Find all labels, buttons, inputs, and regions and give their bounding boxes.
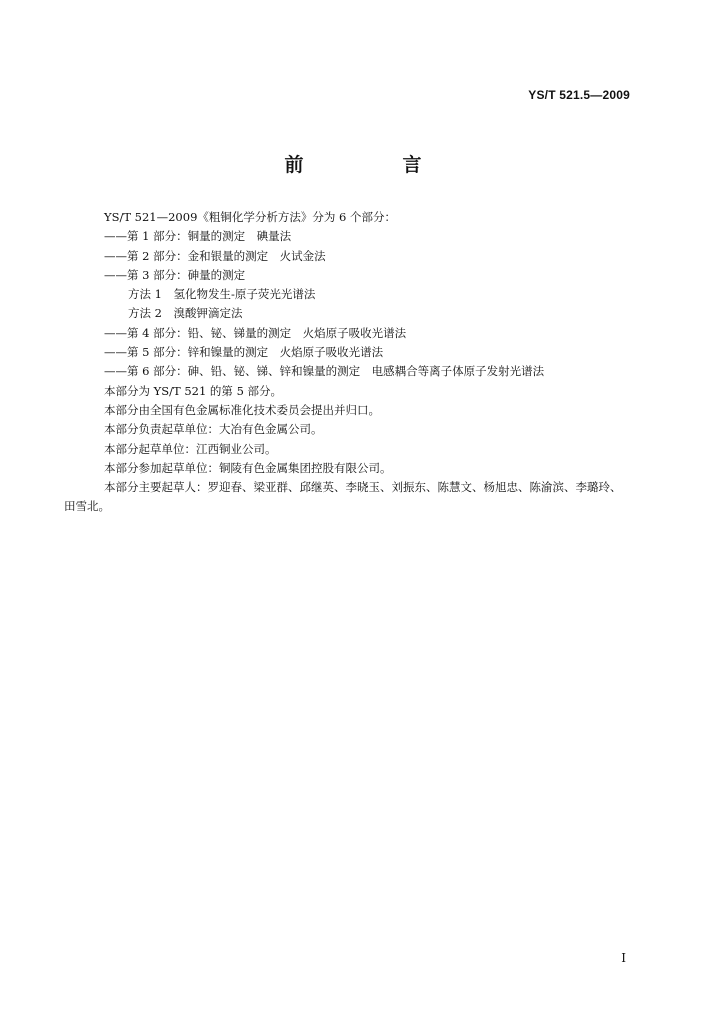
drafting-unit-line: 本部分起草单位：江西铜业公司。: [104, 441, 277, 456]
this-part-line: 本部分为 YS/T 521 的第 5 部分。: [104, 383, 283, 398]
intro-line: YS/T 521—2009《粗铜化学分析方法》分为 6 个部分：: [104, 210, 397, 224]
main-drafters-continuation: 田雪北。: [64, 499, 110, 514]
method-1-line: 方法 1 氢化物发生-原子荧光光谱法: [128, 287, 316, 302]
part-4-line: ——第 4 部分：铅、铋、锑量的测定 火焰原子吸收光谱法: [104, 325, 407, 340]
part-1-line: ——第 1 部分：铜量的测定 碘量法: [104, 229, 292, 244]
proposer-line: 本部分由全国有色金属标准化技术委员会提出并归口。: [104, 402, 380, 417]
responsible-drafter-line: 本部分负责起草单位：大冶有色金属公司。: [104, 422, 323, 437]
part-5-line: ——第 5 部分：锌和镍量的测定 火焰原子吸收光谱法: [104, 345, 384, 360]
page-title: 前 言: [284, 154, 462, 176]
part-2-line: ——第 2 部分：金和银量的测定 火试金法: [104, 248, 326, 263]
part-3-line: ——第 3 部分：砷量的测定: [104, 267, 246, 282]
standard-number: YS/T 521.5—2009: [528, 88, 630, 102]
participating-unit-line: 本部分参加起草单位：铜陵有色金属集团控股有限公司。: [104, 460, 392, 475]
main-drafters-line: 本部分主要起草人：罗迎春、梁亚群、邱继英、李晓玉、刘振东、陈慧文、杨旭忠、陈渝滨、李璐玲、: [104, 480, 622, 495]
method-2-line: 方法 2 溴酸钾滴定法: [128, 306, 243, 321]
page-number: I: [621, 951, 626, 965]
part-6-line: ——第 6 部分：砷、铅、铋、锑、锌和镍量的测定 电感耦合等离子体原子发射光谱法: [104, 364, 545, 379]
foreword-body: [64, 208, 640, 517]
